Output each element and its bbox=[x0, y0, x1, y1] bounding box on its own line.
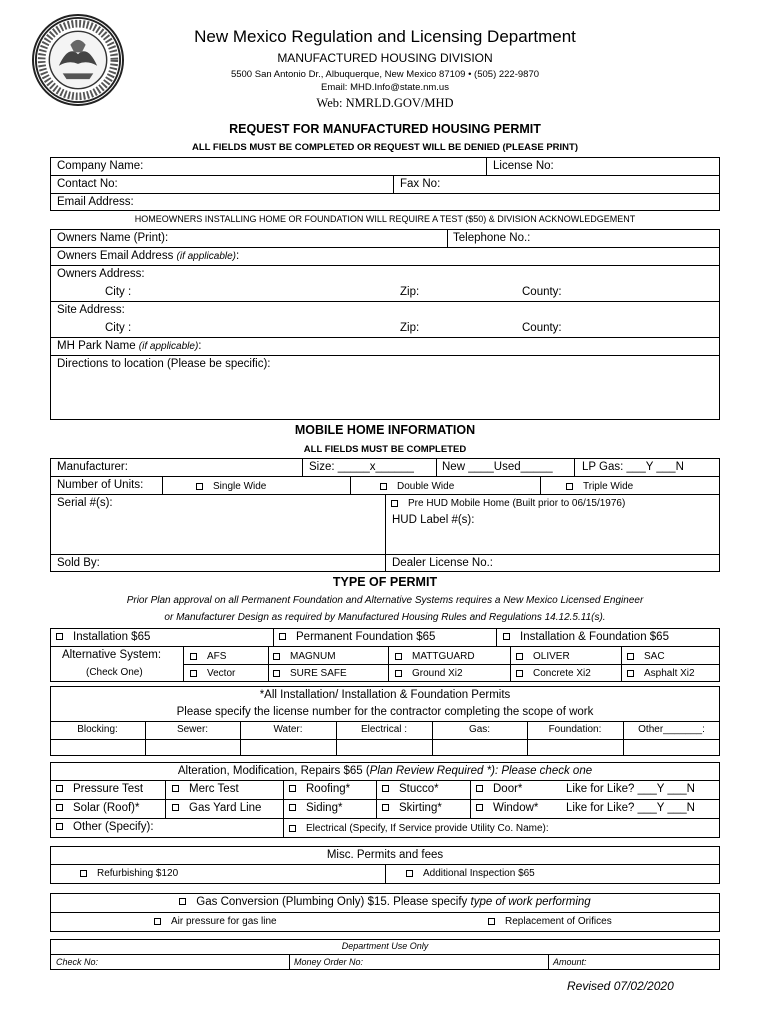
form-title: REQUEST FOR MANUFACTURED HOUSING PERMIT bbox=[229, 122, 541, 136]
address: 5500 San Antonio Dr., Albuquerque, New Mexico 87109 • (505) 222-9870 bbox=[230, 69, 540, 80]
division-name: MANUFACTURED HOUSING DIVISION bbox=[277, 51, 493, 65]
asphalt-xi2-checkbox[interactable]: Asphalt Xi2 bbox=[627, 668, 695, 679]
gas-yard-line-checkbox[interactable]: Gas Yard Line bbox=[172, 802, 261, 814]
sure-safe-checkbox[interactable]: SURE SAFE bbox=[273, 668, 347, 679]
check-no-field[interactable]: Check No: bbox=[56, 957, 99, 967]
serial-label[interactable]: Serial #(s): bbox=[57, 497, 113, 509]
amount-field[interactable]: Amount: bbox=[553, 957, 587, 967]
city-label[interactable]: City : bbox=[105, 286, 132, 298]
vector-checkbox[interactable]: Vector bbox=[190, 668, 235, 679]
merc-test-checkbox[interactable]: Merc Test bbox=[172, 783, 239, 795]
sewer-label[interactable]: Sewer: bbox=[176, 724, 209, 735]
seal-icon bbox=[34, 16, 122, 104]
mobile-home-heading: MOBILE HOME INFORMATION bbox=[294, 423, 476, 437]
owner-name-label[interactable]: Owners Name (Print): bbox=[57, 232, 169, 244]
sac-checkbox[interactable]: SAC bbox=[627, 651, 665, 662]
installation-checkbox[interactable]: Installation $65 bbox=[56, 631, 150, 643]
manufacturer-label[interactable]: Manufacturer: bbox=[57, 461, 128, 473]
telephone-label[interactable]: Telephone No.: bbox=[453, 232, 531, 244]
contact-no-label[interactable]: Contact No: bbox=[57, 178, 118, 190]
permanent-foundation-checkbox[interactable]: Permanent Foundation $65 bbox=[279, 631, 435, 643]
alteration-heading: Alteration, Modification, Repairs $65 (Plan Review Required *): Please check one bbox=[177, 765, 593, 777]
site-county-label[interactable]: County: bbox=[522, 322, 562, 334]
double-wide-checkbox[interactable]: Double Wide bbox=[380, 481, 454, 492]
org-name: New Mexico Regulation and Licensing Department bbox=[194, 27, 576, 46]
pre-hud-checkbox[interactable]: Pre HUD Mobile Home (Built prior to 06/15/1976) bbox=[391, 498, 625, 509]
mobile-home-sub: ALL FIELDS MUST BE COMPLETED bbox=[303, 444, 467, 455]
other-specify-checkbox[interactable]: Other (Specify): bbox=[56, 821, 154, 833]
units-label: Number of Units: bbox=[57, 479, 144, 491]
county-label[interactable]: County: bbox=[522, 286, 562, 298]
door-checkbox[interactable]: Door* bbox=[476, 783, 522, 795]
fax-no-label[interactable]: Fax No: bbox=[400, 178, 441, 190]
single-wide-checkbox[interactable]: Single Wide bbox=[196, 481, 266, 492]
siding-checkbox[interactable]: Siding* bbox=[289, 802, 342, 814]
permit-heading: TYPE OF PERMIT bbox=[332, 575, 438, 589]
company-name-label[interactable]: Company Name: bbox=[57, 160, 144, 172]
web: Web: NMRLD.GOV/MHD bbox=[316, 96, 454, 110]
afs-checkbox[interactable]: AFS bbox=[190, 651, 226, 662]
roofing-checkbox[interactable]: Roofing* bbox=[289, 783, 350, 795]
stucco-checkbox[interactable]: Stucco* bbox=[382, 783, 439, 795]
air-pressure-checkbox[interactable]: Air pressure for gas line bbox=[154, 916, 277, 927]
installation-foundation-checkbox[interactable]: Installation & Foundation $65 bbox=[503, 631, 669, 643]
lp-gas-field[interactable]: LP Gas: ___Y ___N bbox=[582, 461, 684, 473]
email: Email: MHD.Info@state.nm.us bbox=[321, 82, 449, 93]
contractor-line-2: Please specify the license number for the contractor completing the scope of work bbox=[176, 706, 594, 718]
mattguard-checkbox[interactable]: MATTGUARD bbox=[395, 651, 475, 662]
site-city-label[interactable]: City : bbox=[105, 322, 132, 334]
magnum-checkbox[interactable]: MAGNUM bbox=[273, 651, 336, 662]
electrical-specify-checkbox[interactable]: Electrical (Specify, If Service provide Utility Co. Name): bbox=[289, 823, 549, 834]
license-no-label[interactable]: License No: bbox=[493, 160, 554, 172]
foundation-label[interactable]: Foundation: bbox=[548, 724, 602, 735]
other-label[interactable]: Other_______: bbox=[638, 724, 705, 735]
site-zip-label[interactable]: Zip: bbox=[400, 322, 420, 334]
size-field[interactable]: Size: _____x______ bbox=[309, 461, 414, 473]
permit-note-2: or Manufacturer Design as required by Manufactured Housing Rules and Regulations 14.12.5.11(s). bbox=[164, 612, 606, 623]
skirting-checkbox[interactable]: Skirting* bbox=[382, 802, 442, 814]
hud-label-field[interactable]: HUD Label #(s): bbox=[392, 514, 475, 526]
pressure-test-checkbox[interactable]: Pressure Test bbox=[56, 783, 143, 795]
homeowner-notice: HOMEOWNERS INSTALLING HOME OR FOUNDATION WILL REQUIRE A TEST ($50) & DIVISION ACKNOWLEDGEMENT bbox=[134, 214, 636, 224]
company-section bbox=[50, 157, 720, 211]
triple-wide-checkbox[interactable]: Triple Wide bbox=[566, 481, 633, 492]
state-seal-logo bbox=[32, 14, 124, 106]
oliver-checkbox[interactable]: OLIVER bbox=[516, 651, 570, 662]
alternative-system-label: Alternative System: bbox=[62, 649, 162, 661]
additional-inspection-checkbox[interactable]: Additional Inspection $65 bbox=[406, 868, 535, 879]
owner-address-label[interactable]: Owners Address: bbox=[57, 268, 145, 280]
contractor-line-1: *All Installation/ Installation & Foundation Permits bbox=[259, 689, 511, 701]
new-used-field[interactable]: New ____Used_____ bbox=[442, 461, 553, 473]
electrical-label[interactable]: Electrical : bbox=[360, 724, 408, 735]
money-order-field[interactable]: Money Order No: bbox=[294, 957, 364, 967]
misc-heading: Misc. Permits and fees bbox=[326, 849, 444, 861]
check-one-label: (Check One) bbox=[86, 667, 143, 678]
park-name-label[interactable]: MH Park Name (if applicable): bbox=[57, 340, 202, 352]
water-label[interactable]: Water: bbox=[273, 724, 303, 735]
window-checkbox[interactable]: Window* bbox=[476, 802, 538, 814]
ground-xi2-checkbox[interactable]: Ground Xi2 bbox=[395, 668, 463, 679]
sold-by-label[interactable]: Sold By: bbox=[57, 557, 100, 569]
blocking-label[interactable]: Blocking: bbox=[77, 724, 118, 735]
like-for-like-2[interactable]: Like for Like? ___Y ___N bbox=[566, 802, 695, 814]
form-subtitle: ALL FIELDS MUST BE COMPLETED OR REQUEST WILL BE DENIED (PLEASE PRINT) bbox=[192, 142, 578, 153]
department-use-heading: Department Use Only bbox=[341, 941, 429, 951]
email-address-label[interactable]: Email Address: bbox=[57, 196, 134, 208]
gas-conversion-checkbox[interactable]: Gas Conversion (Plumbing Only) $15. Please specify type of work performing bbox=[50, 896, 720, 908]
solar-roof-checkbox[interactable]: Solar (Roof)* bbox=[56, 802, 139, 814]
like-for-like-1[interactable]: Like for Like? ___Y ___N bbox=[566, 783, 695, 795]
permit-note-1: Prior Plan approval on all Permanent Foundation and Alternative Systems requires a New Mexico Licensed Engineer bbox=[126, 595, 644, 606]
replacement-orifices-checkbox[interactable]: Replacement of Orifices bbox=[488, 916, 612, 927]
site-address-label[interactable]: Site Address: bbox=[57, 304, 125, 316]
refurbishing-checkbox[interactable]: Refurbishing $120 bbox=[80, 868, 178, 879]
dealer-license-label[interactable]: Dealer License No.: bbox=[392, 557, 493, 569]
concrete-xi2-checkbox[interactable]: Concrete Xi2 bbox=[516, 668, 591, 679]
owner-email-label[interactable]: Owners Email Address (if applicable): bbox=[57, 250, 240, 262]
gas-label[interactable]: Gas: bbox=[468, 724, 491, 735]
directions-label[interactable]: Directions to location (Please be specific): bbox=[57, 358, 271, 370]
revised-date: Revised 07/02/2020 bbox=[567, 979, 674, 993]
zip-label[interactable]: Zip: bbox=[400, 286, 420, 298]
